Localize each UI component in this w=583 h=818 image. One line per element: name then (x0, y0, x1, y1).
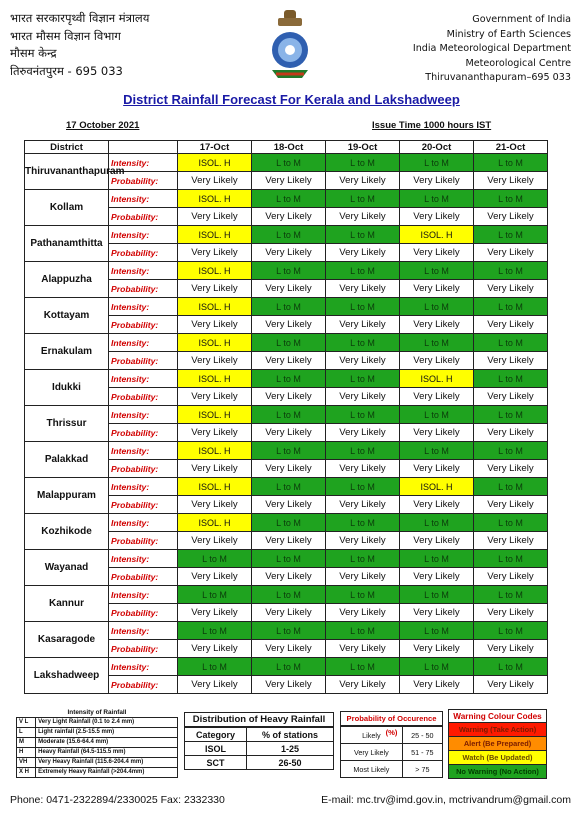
intensity-cell: L to M (252, 586, 326, 604)
intensity-cell: L to M (252, 514, 326, 532)
header-hindi-line: भारत सरकारपृथ्वी विज्ञान मंत्रालय (10, 11, 150, 25)
intensity-label: Intensity: (109, 586, 178, 604)
intensity-cell: L to M (474, 190, 548, 208)
probability-cell: Very Likely (326, 460, 400, 478)
probability-cell: Very Likely (474, 208, 548, 226)
probability-cell: Very Likely (474, 676, 548, 694)
probability-label: Probability: (109, 388, 178, 406)
probability-cell: Very Likely (178, 604, 252, 622)
intensity-cell: L to M (252, 190, 326, 208)
probability-term: Likely (341, 727, 403, 744)
district-name: Malappuram (25, 478, 109, 514)
intensity-cell: ISOL. H (400, 370, 474, 388)
probability-legend (340, 711, 443, 778)
district-intensity-row (25, 226, 548, 244)
probability-label: Probability: (109, 568, 178, 586)
intensity-label: Intensity: (109, 550, 178, 568)
intensity-cell: L to M (326, 370, 400, 388)
intensity-desc: Very Heavy Rainfall (115.6-204.4 mm) (36, 757, 178, 767)
warning-row: Warning (Take Action) (448, 723, 547, 737)
intensity-cell: L to M (178, 658, 252, 676)
issue-time: Issue Time 1000 hours IST (372, 120, 492, 131)
probability-cell: Very Likely (252, 244, 326, 262)
probability-cell: Very Likely (252, 316, 326, 334)
district-name: Kasaragode (25, 622, 109, 658)
intensity-cell: L to M (474, 298, 548, 316)
header-english-line: India Meteorological Department (412, 43, 571, 55)
intensity-cell: ISOL. H (178, 478, 252, 496)
date-header: 19-Oct (326, 141, 400, 154)
probability-cell: Very Likely (178, 280, 252, 298)
probability-cell: Very Likely (252, 532, 326, 550)
district-name: Kollam (25, 190, 109, 226)
intensity-cell: L to M (326, 658, 400, 676)
probability-cell: Very Likely (474, 388, 548, 406)
table-header-row (25, 141, 548, 154)
forecast-date: 17 October 2021 (66, 120, 140, 131)
intensity-cell: ISOL. H (178, 514, 252, 532)
alert-row: Alert (Be Prepared) (448, 737, 547, 751)
probability-cell: Very Likely (252, 460, 326, 478)
distribution-value: 26-50 (246, 756, 333, 770)
distribution-header: % of stations (246, 728, 333, 742)
district-intensity-row (25, 622, 548, 640)
probability-cell: Very Likely (178, 424, 252, 442)
probability-cell: Very Likely (326, 604, 400, 622)
intensity-cell: L to M (252, 622, 326, 640)
watch-row: Watch (Be Updated) (448, 751, 547, 765)
intensity-cell: L to M (178, 586, 252, 604)
district-intensity-row (25, 154, 548, 172)
probability-cell: Very Likely (474, 532, 548, 550)
document-title: District Rainfall Forecast For Kerala and Lakshadweep (123, 92, 460, 107)
probability-cell: Very Likely (178, 568, 252, 586)
distribution-title: Distribution of Heavy Rainfall (184, 712, 334, 727)
probability-cell: Very Likely (474, 244, 548, 262)
intensity-cell: L to M (252, 262, 326, 280)
intensity-cell: ISOL. H (178, 226, 252, 244)
intensity-desc: Extremely Heavy Rainfall (>204.4mm) (36, 767, 178, 777)
probability-cell: Very Likely (474, 568, 548, 586)
district-name: Ernakulam (25, 334, 109, 370)
district-name: Alappuzha (25, 262, 109, 298)
district-intensity-row (25, 190, 548, 208)
probability-cell: Very Likely (252, 496, 326, 514)
intensity-cell: L to M (400, 262, 474, 280)
intensity-cell: ISOL. H (400, 226, 474, 244)
intensity-cell: L to M (400, 586, 474, 604)
forecast-table (24, 140, 548, 694)
probability-cell: Very Likely (474, 640, 548, 658)
probability-cell: Very Likely (252, 208, 326, 226)
probability-cell: Very Likely (252, 604, 326, 622)
district-name: Kottayam (25, 298, 109, 334)
intensity-cell: L to M (474, 406, 548, 424)
district-intensity-row (25, 406, 548, 424)
probability-cell: Very Likely (400, 388, 474, 406)
intensity-label: Intensity: (109, 154, 178, 172)
probability-cell: Very Likely (474, 496, 548, 514)
probability-label: Probability: (109, 640, 178, 658)
distribution-category: ISOL (185, 742, 247, 756)
probability-label: Probability: (109, 676, 178, 694)
district-intensity-row (25, 262, 548, 280)
intensity-cell: L to M (474, 550, 548, 568)
intensity-cell: L to M (400, 658, 474, 676)
intensity-cell: L to M (474, 226, 548, 244)
probability-cell: Very Likely (326, 388, 400, 406)
header-english-line: Government of India (472, 14, 571, 25)
probability-cell: Very Likely (178, 244, 252, 262)
header-english-block (413, 13, 571, 86)
intensity-label: Intensity: (109, 334, 178, 352)
date-header: 20-Oct (400, 141, 474, 154)
intensity-cell: L to M (474, 586, 548, 604)
probability-label: Probability: (109, 496, 178, 514)
probability-cell: Very Likely (252, 388, 326, 406)
district-intensity-row (25, 550, 548, 568)
intensity-cell: L to M (400, 442, 474, 460)
district-name: Thrissur (25, 406, 109, 442)
intensity-cell: ISOL. H (178, 154, 252, 172)
no-warning-row: No Warning (No Action) (448, 765, 547, 779)
intensity-cell: L to M (474, 478, 548, 496)
intensity-cell: L to M (252, 334, 326, 352)
intensity-cell: L to M (400, 550, 474, 568)
intensity-label: Intensity: (109, 190, 178, 208)
district-name: Wayanad (25, 550, 109, 586)
probability-cell: Very Likely (326, 316, 400, 334)
probability-cell: Very Likely (326, 424, 400, 442)
district-intensity-row (25, 370, 548, 388)
intensity-code: M (17, 737, 36, 747)
probability-cell: Very Likely (326, 496, 400, 514)
forecast-table-body (25, 154, 548, 694)
header-hindi-line: भारत मौसम विज्ञान विभाग (10, 28, 121, 43)
intensity-cell: ISOL. H (178, 370, 252, 388)
probability-label: Probability: (109, 604, 178, 622)
intensity-cell: ISOL. H (178, 442, 252, 460)
probability-cell: Very Likely (400, 676, 474, 694)
probability-cell: Very Likely (474, 280, 548, 298)
intensity-cell: L to M (400, 514, 474, 532)
intensity-desc: Light rainfall (2.5-15.5 mm) (36, 727, 178, 737)
probability-cell: Very Likely (400, 244, 474, 262)
district-name: Palakkad (25, 442, 109, 478)
header-english-line: Thiruvananthapuram–695 033 (425, 72, 571, 84)
probability-cell: Very Likely (474, 604, 548, 622)
probability-cell: Very Likely (178, 388, 252, 406)
intensity-cell: L to M (178, 550, 252, 568)
intensity-cell: L to M (326, 298, 400, 316)
probability-cell: Very Likely (178, 496, 252, 514)
intensity-cell: L to M (178, 622, 252, 640)
distribution-header: Category (185, 728, 247, 742)
probability-cell: Very Likely (178, 460, 252, 478)
district-intensity-row (25, 586, 548, 604)
district-name: Idukki (25, 370, 109, 406)
probability-cell: Very Likely (326, 532, 400, 550)
intensity-cell: L to M (326, 550, 400, 568)
probability-cell: Very Likely (400, 460, 474, 478)
intensity-desc: Heavy Rainfall (64.5-115.5 mm) (36, 747, 178, 757)
probability-cell: Very Likely (474, 172, 548, 190)
district-name: Thiruvananthapuram (25, 154, 109, 190)
probability-cell: Very Likely (326, 244, 400, 262)
intensity-cell: L to M (252, 658, 326, 676)
intensity-code: V L (17, 717, 36, 727)
intensity-code: H (17, 747, 36, 757)
intensity-cell: L to M (252, 226, 326, 244)
intensity-cell: L to M (252, 442, 326, 460)
warning-legend-title: Warning Colour Codes (448, 709, 547, 723)
probability-cell: Very Likely (178, 640, 252, 658)
date-header: 21-Oct (474, 141, 548, 154)
footer-phone: Phone: 0471-2322894/2330025 Fax: 2332330 (10, 794, 225, 806)
probability-cell: Very Likely (400, 604, 474, 622)
intensity-legend (16, 708, 178, 778)
warning-legend (448, 709, 547, 779)
intensity-label: Intensity: (109, 658, 178, 676)
probability-cell: Very Likely (252, 280, 326, 298)
district-name: Lakshadweep (25, 658, 109, 694)
intensity-cell: L to M (252, 154, 326, 172)
header-english-line: Ministry of Earth Sciences (446, 28, 571, 40)
intensity-cell: L to M (326, 262, 400, 280)
probability-cell: Very Likely (326, 172, 400, 190)
district-intensity-row (25, 298, 548, 316)
intensity-cell: L to M (326, 586, 400, 604)
probability-cell: Very Likely (252, 640, 326, 658)
probability-label: Probability: (109, 352, 178, 370)
intensity-cell: L to M (474, 334, 548, 352)
probability-term: Most Likely (341, 761, 403, 778)
probability-label: Probability: (109, 424, 178, 442)
distribution-category: SCT (185, 756, 247, 770)
intensity-label: Intensity: (109, 406, 178, 424)
intensity-cell: ISOL. H (178, 406, 252, 424)
probability-cell: Very Likely (400, 496, 474, 514)
intensity-cell: ISOL. H (178, 190, 252, 208)
intensity-cell: L to M (474, 154, 548, 172)
date-header: 17-Oct (178, 141, 252, 154)
intensity-legend-title: Intensity of Rainfall (67, 708, 127, 716)
intensity-cell: L to M (326, 226, 400, 244)
district-header: District (25, 141, 109, 154)
intensity-cell: L to M (326, 622, 400, 640)
intensity-label: Intensity: (109, 262, 178, 280)
probability-cell: Very Likely (400, 532, 474, 550)
intensity-cell: L to M (326, 334, 400, 352)
probability-cell: Very Likely (474, 316, 548, 334)
probability-legend-title: Probability of Occurence (%) (340, 711, 443, 726)
header-english-line: Meteorological Centre (465, 57, 571, 69)
district-name: Pathanamthitta (25, 226, 109, 262)
intensity-desc: Very Light Rainfall (0.1 to 2.4 mm) (36, 717, 178, 727)
intensity-cell: L to M (400, 334, 474, 352)
param-header (109, 141, 178, 154)
probability-label: Probability: (109, 208, 178, 226)
probability-range: > 75 (402, 761, 442, 778)
intensity-cell: L to M (252, 478, 326, 496)
district-intensity-row (25, 334, 548, 352)
intensity-cell: ISOL. H (178, 334, 252, 352)
intensity-cell: L to M (252, 550, 326, 568)
intensity-cell: L to M (326, 442, 400, 460)
probability-label: Probability: (109, 460, 178, 478)
intensity-cell: L to M (326, 478, 400, 496)
date-header: 18-Oct (252, 141, 326, 154)
intensity-cell: L to M (400, 154, 474, 172)
intensity-cell: ISOL. H (400, 478, 474, 496)
intensity-cell: ISOL. H (178, 298, 252, 316)
intensity-cell: L to M (400, 406, 474, 424)
probability-label: Probability: (109, 172, 178, 190)
intensity-cell: L to M (400, 190, 474, 208)
probability-cell: Very Likely (474, 352, 548, 370)
probability-term: Very Likely (341, 744, 403, 761)
intensity-cell: L to M (474, 262, 548, 280)
intensity-label: Intensity: (109, 622, 178, 640)
probability-label: Probability: (109, 280, 178, 298)
intensity-cell: L to M (326, 154, 400, 172)
probability-cell: Very Likely (252, 568, 326, 586)
distribution-legend (184, 712, 334, 770)
intensity-cell: L to M (400, 622, 474, 640)
district-intensity-row (25, 478, 548, 496)
district-name: Kannur (25, 586, 109, 622)
probability-cell: Very Likely (400, 316, 474, 334)
intensity-cell: L to M (474, 370, 548, 388)
probability-cell: Very Likely (326, 676, 400, 694)
probability-cell: Very Likely (400, 568, 474, 586)
intensity-label: Intensity: (109, 442, 178, 460)
probability-cell: Very Likely (178, 676, 252, 694)
intensity-cell: L to M (326, 190, 400, 208)
intensity-cell: L to M (474, 442, 548, 460)
intensity-cell: L to M (326, 406, 400, 424)
probability-label: Probability: (109, 532, 178, 550)
probability-cell: Very Likely (178, 208, 252, 226)
district-intensity-row (25, 658, 548, 676)
intensity-code: L (17, 727, 36, 737)
intensity-cell: L to M (474, 658, 548, 676)
national-emblem-icon (262, 8, 318, 88)
district-intensity-row (25, 514, 548, 532)
probability-cell: Very Likely (178, 172, 252, 190)
probability-cell: Very Likely (326, 208, 400, 226)
intensity-cell: L to M (252, 298, 326, 316)
probability-cell: Very Likely (326, 280, 400, 298)
probability-cell: Very Likely (252, 172, 326, 190)
intensity-code: X H (17, 767, 36, 777)
probability-cell: Very Likely (474, 424, 548, 442)
probability-cell: Very Likely (326, 352, 400, 370)
probability-cell: Very Likely (178, 316, 252, 334)
probability-range: 51 - 75 (402, 744, 442, 761)
probability-cell: Very Likely (178, 352, 252, 370)
probability-cell: Very Likely (400, 352, 474, 370)
intensity-label: Intensity: (109, 478, 178, 496)
intensity-desc: Moderate (15.6-64.4 mm) (36, 737, 178, 747)
probability-cell: Very Likely (400, 280, 474, 298)
header-hindi-line: तिरुवनंतपुरम - 695 033 (10, 63, 123, 78)
probability-label: Probability: (109, 244, 178, 262)
district-intensity-row (25, 442, 548, 460)
probability-cell: Very Likely (400, 208, 474, 226)
probability-cell: Very Likely (252, 424, 326, 442)
intensity-cell: L to M (252, 370, 326, 388)
probability-cell: Very Likely (400, 172, 474, 190)
intensity-label: Intensity: (109, 514, 178, 532)
header-hindi-line: मौसम केन्द्र (10, 46, 57, 60)
intensity-code: VH (17, 757, 36, 767)
header-hindi-block (10, 10, 149, 80)
intensity-label: Intensity: (109, 298, 178, 316)
probability-cell: Very Likely (326, 640, 400, 658)
intensity-cell: L to M (400, 298, 474, 316)
intensity-cell: ISOL. H (178, 262, 252, 280)
probability-label: Probability: (109, 316, 178, 334)
intensity-cell: L to M (474, 514, 548, 532)
probability-cell: Very Likely (474, 460, 548, 478)
probability-cell: Very Likely (400, 424, 474, 442)
probability-cell: Very Likely (178, 532, 252, 550)
intensity-cell: L to M (474, 622, 548, 640)
intensity-cell: L to M (326, 514, 400, 532)
intensity-label: Intensity: (109, 370, 178, 388)
distribution-value: 1-25 (246, 742, 333, 756)
probability-cell: Very Likely (400, 640, 474, 658)
intensity-label: Intensity: (109, 226, 178, 244)
probability-cell: Very Likely (326, 568, 400, 586)
intensity-cell: L to M (252, 406, 326, 424)
district-name: Kozhikode (25, 514, 109, 550)
footer-email[interactable]: E-mail: mc.trv@imd.gov.in, mctrivandrum@gmail.com (321, 794, 571, 806)
probability-cell: Very Likely (252, 352, 326, 370)
probability-cell: Very Likely (252, 676, 326, 694)
probability-range: 25 - 50 (402, 727, 442, 744)
